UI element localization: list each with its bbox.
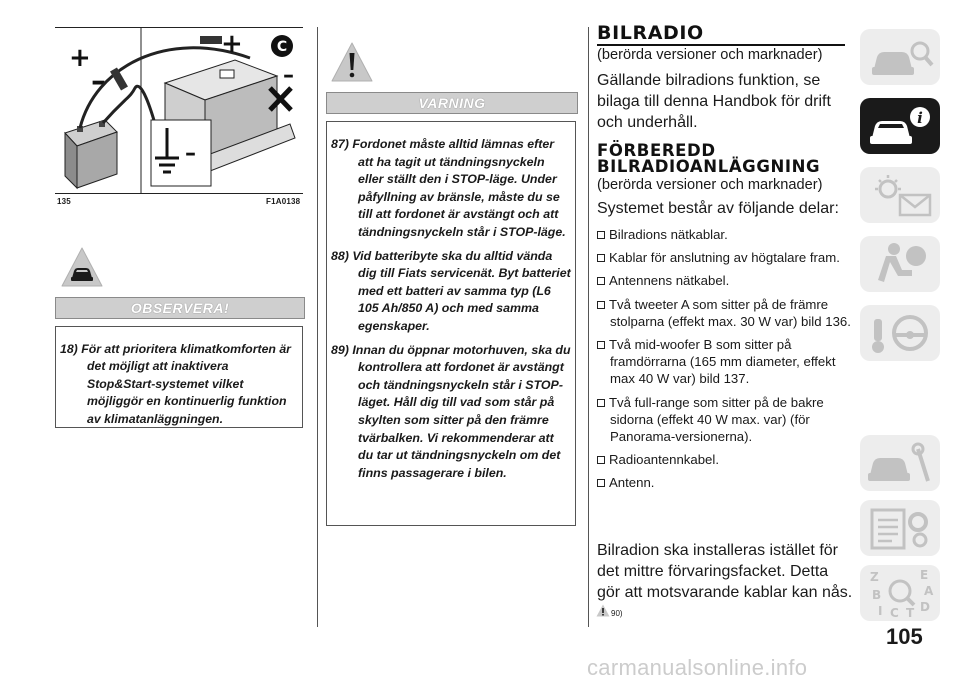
varning-banner: VARNING	[326, 92, 578, 114]
sidebar-tab-dashboard[interactable]	[860, 29, 940, 85]
svg-text:E: E	[920, 568, 929, 582]
varning-notes	[326, 121, 576, 526]
heading-rule	[597, 44, 845, 46]
sidebar-tab-emergency[interactable]	[860, 236, 940, 292]
key-steering-wheel-icon	[860, 305, 940, 361]
sidebar-tab-safety[interactable]	[860, 98, 940, 154]
checkbox-bullet-icon	[597, 301, 605, 309]
svg-text:+: +	[221, 29, 243, 59]
battery-illustration	[55, 28, 303, 193]
sidebar-tab-technical-data[interactable]	[860, 500, 940, 556]
page-number: 105	[886, 624, 923, 649]
bilradio-subtitle: (berörda versioner och marknader)	[597, 47, 823, 63]
heading-forberedd-line2: BILRADIOANLÄGGNING	[597, 157, 821, 176]
car-wrench-icon	[860, 435, 940, 491]
heading-bilradio: BILRADIO	[597, 22, 704, 44]
booster-battery-icon	[65, 120, 117, 188]
list-item: Radioantennkabel.	[597, 451, 852, 468]
note-18: 18) För att prioritera klimatkomforten är det möjligt att inaktivera Stop&Start-systemet vilket möjliggör en kontinuerlig funktion av klimatanläggningen.	[60, 342, 291, 426]
column-rule-2	[588, 27, 589, 627]
warning-reference: 90)	[611, 609, 623, 618]
heading-forberedd	[597, 143, 857, 175]
list-item: Kablar för anslutning av högtalare fram.	[597, 249, 852, 266]
list-item: Antennens nätkabel.	[597, 272, 852, 289]
sidebar-tab-starting-driving[interactable]	[860, 305, 940, 361]
svg-text:D: D	[920, 600, 930, 614]
svg-text:I: I	[878, 604, 883, 618]
svg-text:T: T	[906, 606, 915, 620]
warning-reference-icon	[596, 604, 610, 622]
checkbox-bullet-icon	[597, 341, 605, 349]
sidebar-tab-warning-lights[interactable]	[860, 167, 940, 223]
bilradio-paragraph: Gällande bilradions funktion, se bilaga till denna Handbok för drift och underhåll.	[597, 72, 831, 131]
checkbox-bullet-icon	[597, 479, 605, 487]
battery-jump-start-figure	[55, 27, 303, 193]
sidebar-tab-index[interactable]	[860, 565, 940, 621]
car-notice-icon	[60, 246, 104, 290]
svg-text:Z: Z	[870, 570, 879, 584]
svg-text:–: –	[283, 63, 294, 88]
svg-text:C: C	[890, 606, 899, 620]
list-item: Två full-range som sitter på de bakre sidorna (effekt 40 W max. var) (för Panorama-versionerna).	[597, 394, 852, 446]
checkbox-bullet-icon	[597, 399, 605, 407]
svg-text:–: –	[185, 141, 196, 166]
list-item: Bilradions nätkablar.	[597, 226, 852, 243]
sidebar-tab-maintenance[interactable]	[860, 435, 940, 491]
car-info-icon	[860, 98, 940, 154]
forberedd-subtitle: (berörda versioner och marknader)	[597, 177, 823, 193]
data-gear-icon	[860, 500, 940, 556]
column-rule-1	[317, 27, 318, 627]
list-item: Antenn.	[597, 474, 852, 491]
warning-light-message-icon	[860, 167, 940, 223]
list-item: Två mid-woofer B som sitter på framdörrarna (165 mm diameter, effekt max 40 W var) bild 137.	[597, 336, 852, 388]
note-89: 89) Innan du öppnar motorhuven, ska du kontrollera att fordonet är avstängt och tändningsnyckeln står i STOP-läget. Håll dig till vad som står på skylten som sitter på den främre tvärbalken. Vi rekommenderar att du tar ut tändningsnyckeln om det finns passagerare i bilen.	[331, 342, 571, 480]
car-search-icon	[860, 29, 940, 85]
heading-forberedd-line1: FÖRBEREDD	[597, 141, 716, 160]
airbag-passenger-icon	[860, 236, 940, 292]
exclamation-warning-icon	[330, 41, 374, 85]
checkbox-bullet-icon	[597, 277, 605, 285]
checkbox-bullet-icon	[597, 254, 605, 262]
figure-number: 135	[57, 197, 71, 206]
svg-text:B: B	[872, 588, 882, 602]
figure-rule	[55, 193, 303, 194]
alphabet-index-icon	[860, 565, 940, 621]
component-list	[597, 226, 852, 498]
list-item: Två tweeter A som sitter på de främre stolparna (effekt max. 30 W var) bild 136.	[597, 296, 852, 330]
forberedd-closing: Bilradion ska installeras istället för det mittre förvaringsfacket. Detta gör att motsvarande kablar kan nås.	[597, 542, 853, 601]
watermark-text: carmanualsonline.info	[587, 655, 808, 680]
svg-text:A: A	[924, 584, 934, 598]
observera-notes	[55, 326, 303, 428]
svg-text:i: i	[917, 109, 923, 127]
note-87: 87) Fordonet måste alltid lämnas efter att ha tagit ut tändningsnyckeln eller ställt den i STOP-läge. Under påfyllning av bränsle, måste du se till att fordonet är avstängt och att tändningsnyckeln står i STOP-läge.	[331, 137, 566, 239]
checkbox-bullet-icon	[597, 456, 605, 464]
svg-text:+: +	[69, 43, 91, 73]
note-88: 88) Vid batteribyte ska du alltid vända dig till Fiats servicenät. Byt batteriet med ett batteri av samma typ (L6 105 Ah/850 A) och med samma egenskaper.	[331, 248, 571, 333]
figure-code: F1A0138	[266, 197, 301, 206]
observera-banner: OBSERVERA!	[55, 297, 305, 319]
checkbox-bullet-icon	[597, 231, 605, 239]
label-c: C	[276, 39, 288, 55]
forberedd-intro: Systemet består av följande delar:	[597, 200, 839, 217]
svg-text:–: –	[91, 64, 106, 99]
